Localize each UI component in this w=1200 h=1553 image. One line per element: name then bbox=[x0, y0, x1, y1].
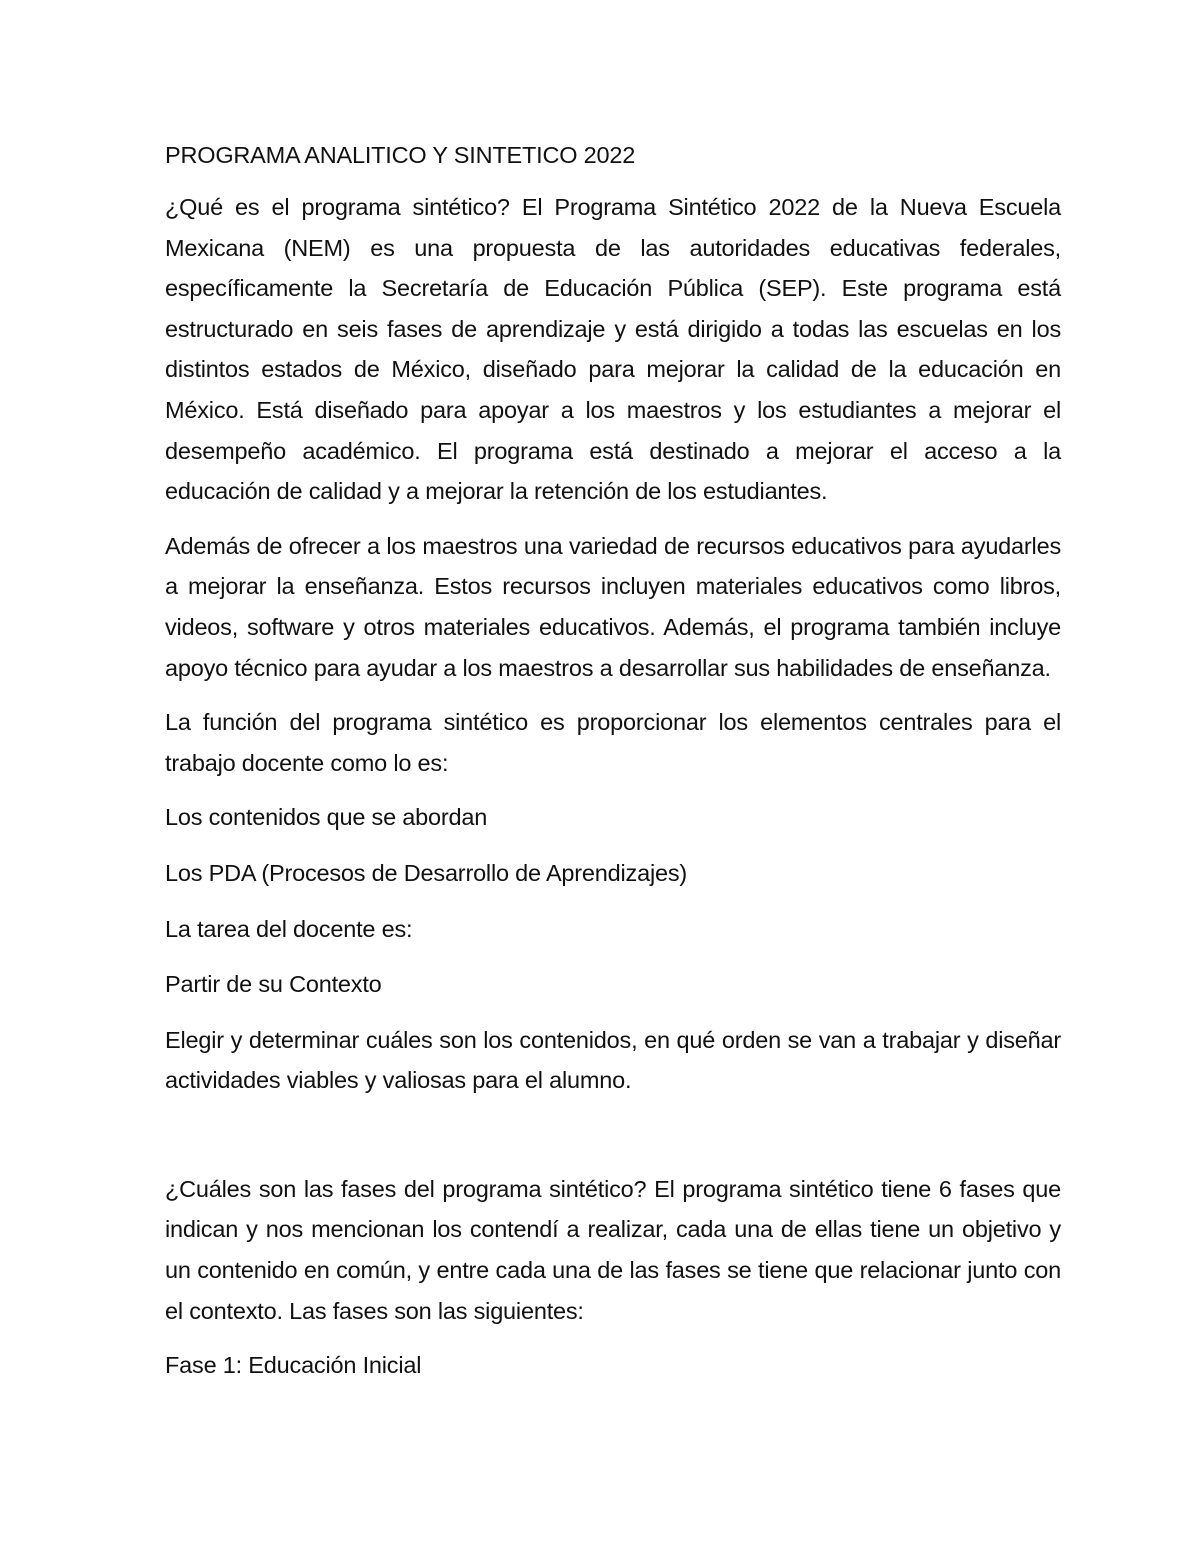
paragraph-elegir: Elegir y determinar cuáles son los contenidos, en qué orden se van a trabajar y diseñar actividades viables y valiosas para el alumno. bbox=[165, 1026, 1061, 1094]
item-contenidos: Los contenidos que se abordan bbox=[165, 804, 488, 831]
item-partir-contexto: Partir de su Contexto bbox=[165, 971, 382, 998]
item-tarea-docente: La tarea del docente es: bbox=[165, 915, 413, 942]
fase-1-heading: Fase 1: Educación Inicial bbox=[165, 1352, 422, 1379]
blank-line bbox=[165, 1115, 1061, 1169]
paragraph-que-es: ¿Qué es el programa sintético? El Programa Sintético 2022 de la Nueva Escuela Mexicana (NEM) es una propuesta de las autoridades educativas federales, específicamente la Secretaría de Educación Pública (SEP). Este programa está estructurado en seis fases de aprendizaje y está dirigido a todas las escuelas en los distintos estados de México, diseñado para mejorar la calidad de la educación en México. Está diseñado para apoyar a los maestros y los estudiantes a mejorar el desempeño académico. El programa está destinado a mejorar el acceso a la educación de calidad y a mejorar la retención de los estudiantes. bbox=[165, 194, 1061, 505]
item-pda: Los PDA (Procesos de Desarrollo de Aprendizajes) bbox=[165, 859, 688, 886]
document-title: PROGRAMA ANALITICO Y SINTETICO 2022 bbox=[165, 142, 636, 168]
document-body bbox=[165, 135, 1061, 1401]
paragraph-funcion: La función del programa sintético es proporcionar los elementos centrales para el trabajo docente como lo es: bbox=[165, 709, 1061, 776]
paragraph-fases: ¿Cuáles son las fases del programa sintético? El programa sintético tiene 6 fases que indican y nos mencionan los contendí a realizar, cada una de ellas tiene un objetivo y un contenido en común, y entre cada una de las fases se tiene que relacionar junto con el contexto. Las fases son las siguientes: bbox=[165, 1175, 1061, 1324]
paragraph-recursos: Además de ofrecer a los maestros una variedad de recursos educativos para ayudarles a mejorar la enseñanza. Estos recursos incluyen materiales educativos como libros, videos, software y otros materiales educativos. Además, el programa también incluye apoyo técnico para ayudar a los maestros a desarrollar sus habilidades de enseñanza. bbox=[165, 532, 1061, 681]
